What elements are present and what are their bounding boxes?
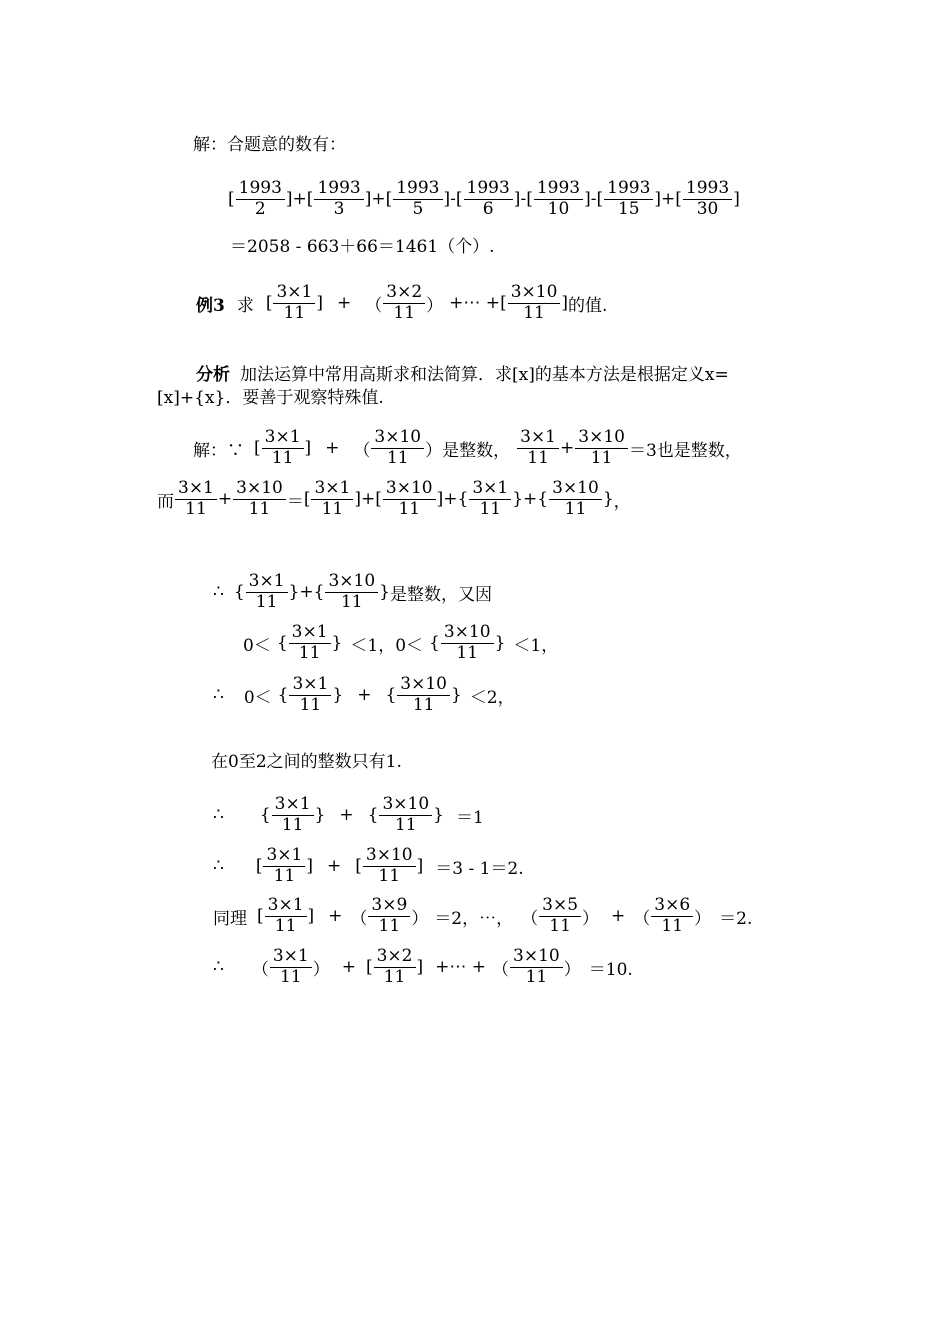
fraction-3x9-11: $\frac{3\times 9}{11}$ — [368, 897, 410, 936]
fraction-3x10-11: $\frac{3\times 10}{11}$ — [379, 796, 432, 835]
fraction-3x1-11: $\frac{3\times 1}{11}$ — [273, 284, 315, 323]
fraction-3x1-11: $\frac{3\times 1}{11}$ — [272, 796, 314, 835]
intro-line — [193, 130, 346, 155]
fraction-3x10-11: $\frac{3\times 10}{11}$ — [397, 676, 450, 715]
fraction-3x10-11: $\frac{3\times 10}{11}$ — [325, 573, 378, 612]
fraction-3x10-11: $\frac{3\times 10}{11}$ — [233, 480, 286, 519]
fraction-3x1-11: $\frac{3\times 1}{11}$ — [270, 948, 312, 987]
fraction-3x1-11: $\frac{3\times 1}{11}$ — [289, 676, 331, 715]
solution-line-5: ∴ 0＜ { $\frac{3\times 1}{11}$ } + { $\frac{3\times 10}{11}$ } ＜2， — [213, 674, 515, 715]
fraction-3x1-11: $\frac{3\times 1}{11}$ — [246, 573, 288, 612]
solution-line-1: 解：∵ [ $\frac{3\times 1}{11}$ ] + （ $\frac{3\times 10}{11}$ ） 是整数， $\frac{3\times 1}{11}$ + $\frac{3\times 10}{11}$ ＝3也是整数， — [193, 427, 742, 468]
solution-line-10: ∴ （ $\frac{3\times 1}{11}$ ） + [ $\frac{3\times 2}{11}$ ] +⋯ + （ $\frac{3\times 10}{11}$ ） ＝10. — [213, 946, 633, 987]
fraction-1993-3: $\frac{1993}{3}$ — [314, 180, 363, 219]
solution-line-3: ∴ { $\frac{3\times 1}{11}$ } + { $\frac{3\times 10}{11}$ } 是整数，又因 — [213, 571, 492, 612]
solution-line-8: ∴ [ $\frac{3\times 1}{11}$ ] + [ $\frac{3\times 10}{11}$ ] ＝3 - 1＝2. — [213, 845, 524, 886]
fraction-3x10-11: $\frac{3\times 10}{11}$ — [363, 847, 416, 886]
fraction-1993-30: $\frac{1993}{30}$ — [683, 180, 732, 219]
example3-ask: 求 — [236, 295, 254, 316]
fraction-3x10-11: $\frac{3\times 10}{11}$ — [371, 429, 424, 468]
analysis-label: 分析 — [196, 365, 230, 385]
fraction-3x1-11: $\frac{3\times 1}{11}$ — [517, 429, 559, 468]
example3-line: 例3 求 [ $\frac{3\times 1}{11}$ ] + （ $\frac{3\times 2}{11}$ ） +⋯ + [ $\frac{3\times 10}{11}$ ] 的值. — [196, 282, 608, 323]
fraction-3x1-11: $\frac{3\times 1}{11}$ — [263, 847, 305, 886]
fraction-3x10-11: $\frac{3\times 10}{11}$ — [441, 624, 494, 663]
solution-line-4: 0＜ { $\frac{3\times 1}{11}$ } ＜1， 0＜ { $\frac{3\times 10}{11}$ } ＜1， — [243, 622, 559, 663]
intro-text: 解：合题意的数有： — [193, 135, 346, 155]
fraction-1993-6: $\frac{1993}{6}$ — [464, 180, 513, 219]
fraction-3x1-11: $\frac{3\times 1}{11}$ — [289, 624, 331, 663]
fraction-3x10-11: $\frac{3\times 10}{11}$ — [575, 429, 628, 468]
example3-label: 例3 — [196, 295, 225, 316]
fraction-3x1-11: $\frac{3\times 1}{11}$ — [469, 480, 511, 519]
equation-result: ＝2058 - 663＋66＝1461（个）. — [230, 237, 495, 257]
fraction-3x10-11: $\frac{3\times 10}{11}$ — [510, 948, 563, 987]
analysis-line-1: 分析 加法运算中常用高斯求和法简算．求[x]的基本方法是根据定义x= — [196, 360, 729, 385]
solution-line-9: 同理 [ $\frac{3\times 1}{11}$ ] + （ $\frac{3\times 9}{11}$ ） ＝2，⋯， （ $\frac{3\times 5}{11}$ ） + （ $\frac{3\times 6}{11}$ ） ＝2. — [213, 895, 753, 936]
fraction-3x10-11: $\frac{3\times 10}{11}$ — [549, 480, 602, 519]
analysis-line-2: [x]+{x}．要善于观察特殊值. — [157, 388, 384, 408]
fraction-3x10-11: $\frac{3\times 10}{11}$ — [508, 284, 561, 323]
fraction-3x1-11: $\frac{3\times 1}{11}$ — [175, 480, 217, 519]
fraction-3x1-11: $\frac{3\times 1}{11}$ — [311, 480, 353, 519]
fraction-3x2-11: $\frac{3\times 2}{11}$ — [374, 948, 416, 987]
solution-line-2: 而 $\frac{3\times 1}{11}$ + $\frac{3\times 10}{11}$ ＝ [ $\frac{3\times 1}{11}$ ] + [ $\frac{3\times 10}{11}$ ] + { $\frac{3\times 1}{11}$ } + { $\frac{3\times 10}{11}$ } ， — [157, 478, 631, 519]
fraction-3x5-11: $\frac{3\times 5}{11}$ — [539, 897, 581, 936]
fraction-3x1-11: $\frac{3\times 1}{11}$ — [265, 897, 307, 936]
solution-line-6: 在0至2之间的整数只有1. — [211, 752, 402, 772]
fraction-3x1-11: $\frac{3\times 1}{11}$ — [262, 429, 304, 468]
fraction-1993-10: $\frac{1993}{10}$ — [534, 180, 583, 219]
fraction-3x6-11: $\frac{3\times 6}{11}$ — [651, 897, 693, 936]
equation-floor-sum: [ $\frac{1993}{2}$ ] + [ $\frac{1993}{3}$ ] + [ $\frac{1993}{5}$ ] - [ $\frac{1993}{6}$ ] - [ $\frac{1993}{10}$ ] - [ $\frac{1993}{15}$ ] + [ $\frac{1993}{30}$ ] — [228, 178, 740, 219]
fraction-1993-15: $\frac{1993}{15}$ — [604, 180, 653, 219]
fraction-1993-2: $\frac{1993}{2}$ — [236, 180, 285, 219]
fraction-3x2-11: $\frac{3\times 2}{11}$ — [383, 284, 425, 323]
solution-line-7: ∴ { $\frac{3\times 1}{11}$ } + { $\frac{3\times 10}{11}$ } ＝1 — [213, 794, 484, 835]
fraction-3x10-11: $\frac{3\times 10}{11}$ — [383, 480, 436, 519]
fraction-1993-5: $\frac{1993}{5}$ — [393, 180, 442, 219]
